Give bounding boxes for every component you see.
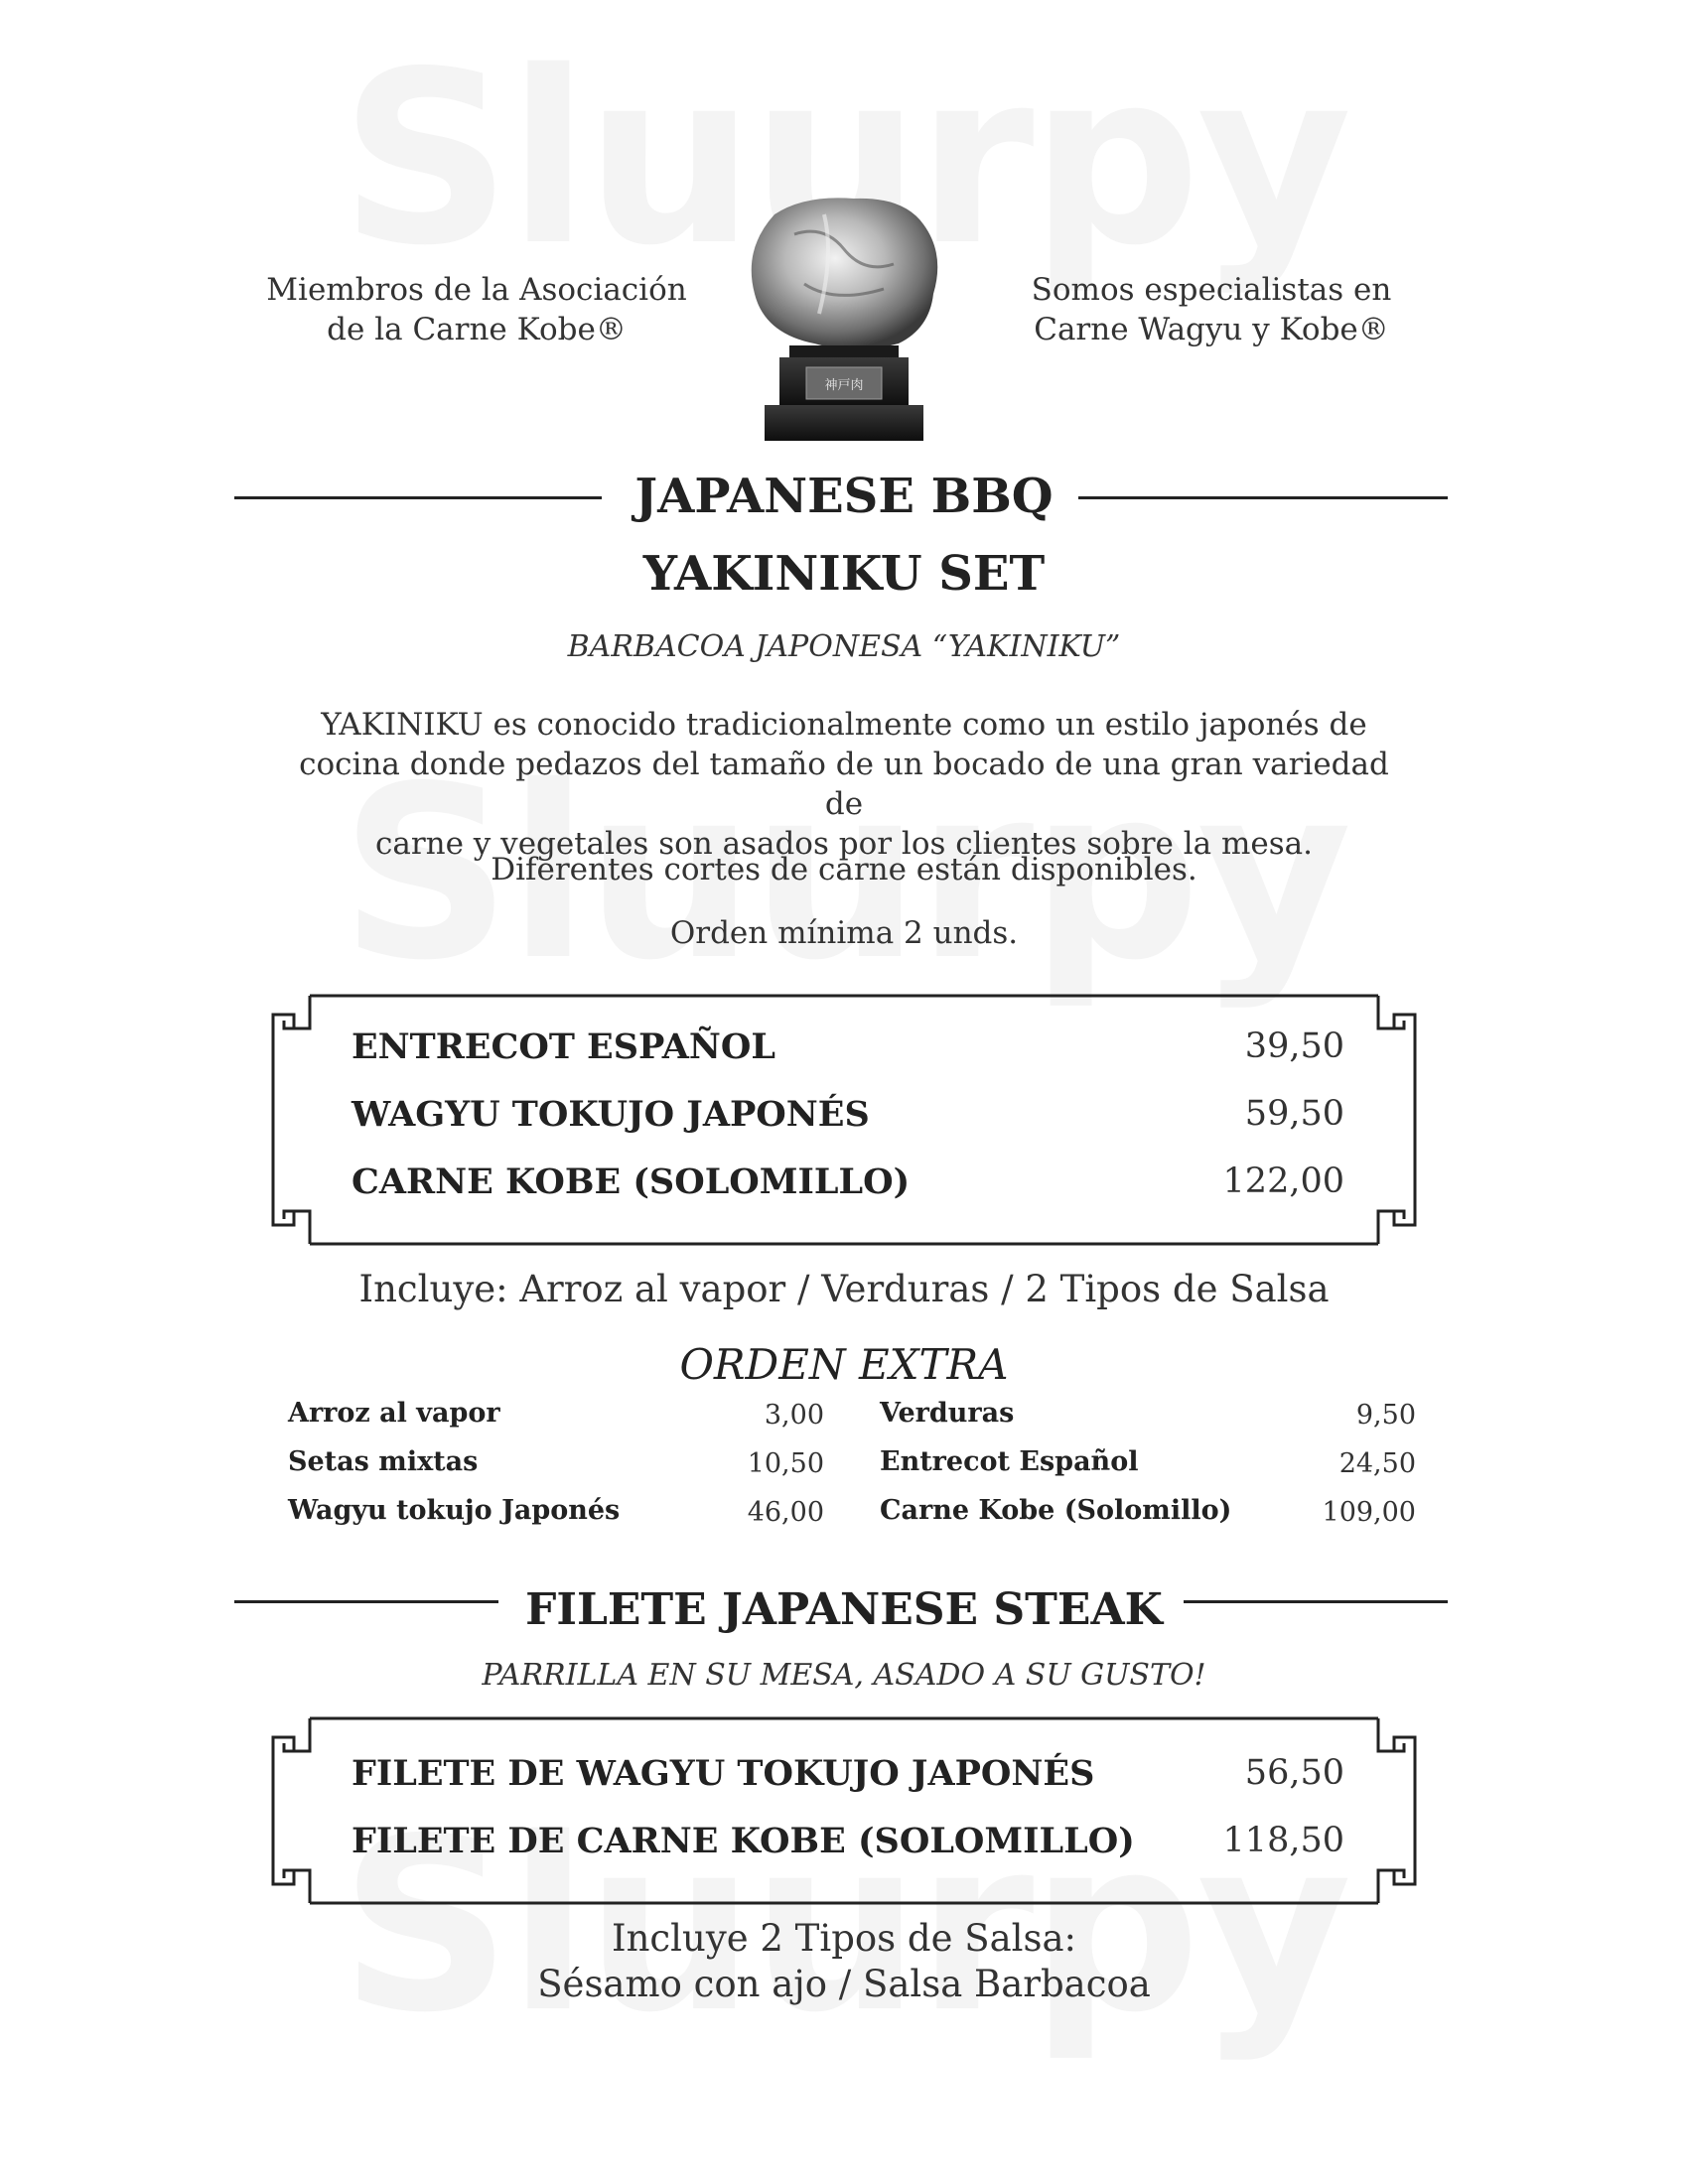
menu-item-row: [352, 1753, 1344, 1803]
extra-item-name: Carne Kobe (Solomillo): [880, 1495, 1232, 1526]
extra-item-name: Arroz al vapor: [288, 1398, 500, 1429]
header-left-line: Miembros de la Asociación: [266, 272, 687, 308]
includes-line: Incluye 2 Tipos de Salsa:: [611, 1917, 1076, 1960]
header-right-line: Carne Wagyu y Kobe®: [1034, 312, 1389, 347]
extra-item-name: Verduras: [880, 1398, 1015, 1429]
menu-item-name: ENTRECOT ESPAÑOL: [352, 1026, 776, 1067]
section-title-japanese-bbq: JAPANESE BBQ: [634, 469, 1054, 524]
extra-item-name: Setas mixtas: [288, 1446, 479, 1477]
section-subtitle: BARBACOA JAPONESA “YAKINIKU”: [567, 629, 1121, 664]
menu-item-name: CARNE KOBE (SOLOMILLO): [352, 1161, 911, 1202]
menu-item-row: [352, 1026, 1344, 1076]
menu-item-price: 59,50: [1244, 1094, 1344, 1134]
description-line: cocina donde pedazos del tamaño de un bocado de una gran variedad de: [299, 747, 1389, 822]
cuts-available-text: Diferentes cortes de carne están disponibles.: [491, 852, 1197, 887]
section-subtitle: PARRILLA EN SU MESA, ASADO A SU GUSTO!: [482, 1658, 1206, 1693]
menu-item-name: WAGYU TOKUJO JAPONÉS: [352, 1094, 870, 1135]
description-line: carne y vegetales son asados por los clientes sobre la mesa.: [374, 826, 1313, 862]
kobe-trophy-image: [735, 195, 953, 443]
extra-item-price: 46,00: [747, 1497, 824, 1528]
minimum-order-text: Orden mínima 2 unds.: [669, 915, 1019, 951]
menu-item-name: FILETE DE CARNE KOBE (SOLOMILLO): [352, 1821, 1135, 1861]
extra-item-price: 9,50: [1355, 1400, 1416, 1431]
extra-order-right-column: [880, 1398, 1416, 1544]
extra-item-price: 3,00: [764, 1400, 824, 1431]
description-line: YAKINIKU es conocido tradicionalmente como un estilo japonés de: [321, 707, 1367, 743]
extra-item: [880, 1495, 1416, 1544]
header-specialists-text: [983, 270, 1440, 349]
menu-item-price: 122,00: [1222, 1161, 1344, 1201]
includes-line: Sésamo con ajo / Salsa Barbacoa: [537, 1963, 1151, 2005]
header-association-text: [248, 270, 705, 349]
menu-item-price: 118,50: [1222, 1821, 1344, 1860]
section-title-yakiniku-set: YAKINIKU SET: [642, 546, 1046, 602]
extra-order-title: ORDEN EXTRA: [679, 1340, 1009, 1389]
extra-item-price: 109,00: [1322, 1497, 1416, 1528]
trophy-plaque-text: 神戸肉: [824, 378, 864, 393]
ornamental-border: [270, 1715, 1418, 1906]
extra-item: [288, 1446, 824, 1495]
extra-item-name: Entrecot Español: [880, 1446, 1139, 1477]
yakiniku-menu-frame: [270, 993, 1418, 1247]
extra-item: [880, 1446, 1416, 1495]
extra-item: [880, 1398, 1416, 1446]
extra-item-name: Wagyu tokujo Japonés: [288, 1495, 621, 1526]
filete-includes-text: [0, 1916, 1688, 2007]
menu-item-name: FILETE DE WAGYU TOKUJO JAPONÉS: [352, 1753, 1095, 1794]
extra-item: [288, 1495, 824, 1544]
yakiniku-description: [298, 705, 1390, 864]
menu-item-price: 56,50: [1244, 1753, 1344, 1793]
menu-item-row: [352, 1821, 1344, 1870]
header-left-line: de la Carne Kobe®: [327, 312, 627, 347]
menu-item-price: 39,50: [1244, 1026, 1344, 1066]
yakiniku-includes-text: Incluye: Arroz al vapor / Verduras / 2 Tipos de Salsa: [358, 1268, 1330, 1310]
extra-item: [288, 1398, 824, 1446]
extra-item-price: 10,50: [747, 1448, 824, 1479]
menu-item-row: [352, 1094, 1344, 1144]
header-right-line: Somos especialistas en: [1031, 272, 1392, 308]
extra-item-price: 24,50: [1338, 1448, 1416, 1479]
menu-item-row: [352, 1161, 1344, 1211]
extra-order-left-column: [288, 1398, 824, 1544]
section-title-filete: FILETE JAPANESE STEAK: [525, 1584, 1163, 1635]
filete-menu-frame: [270, 1715, 1418, 1906]
